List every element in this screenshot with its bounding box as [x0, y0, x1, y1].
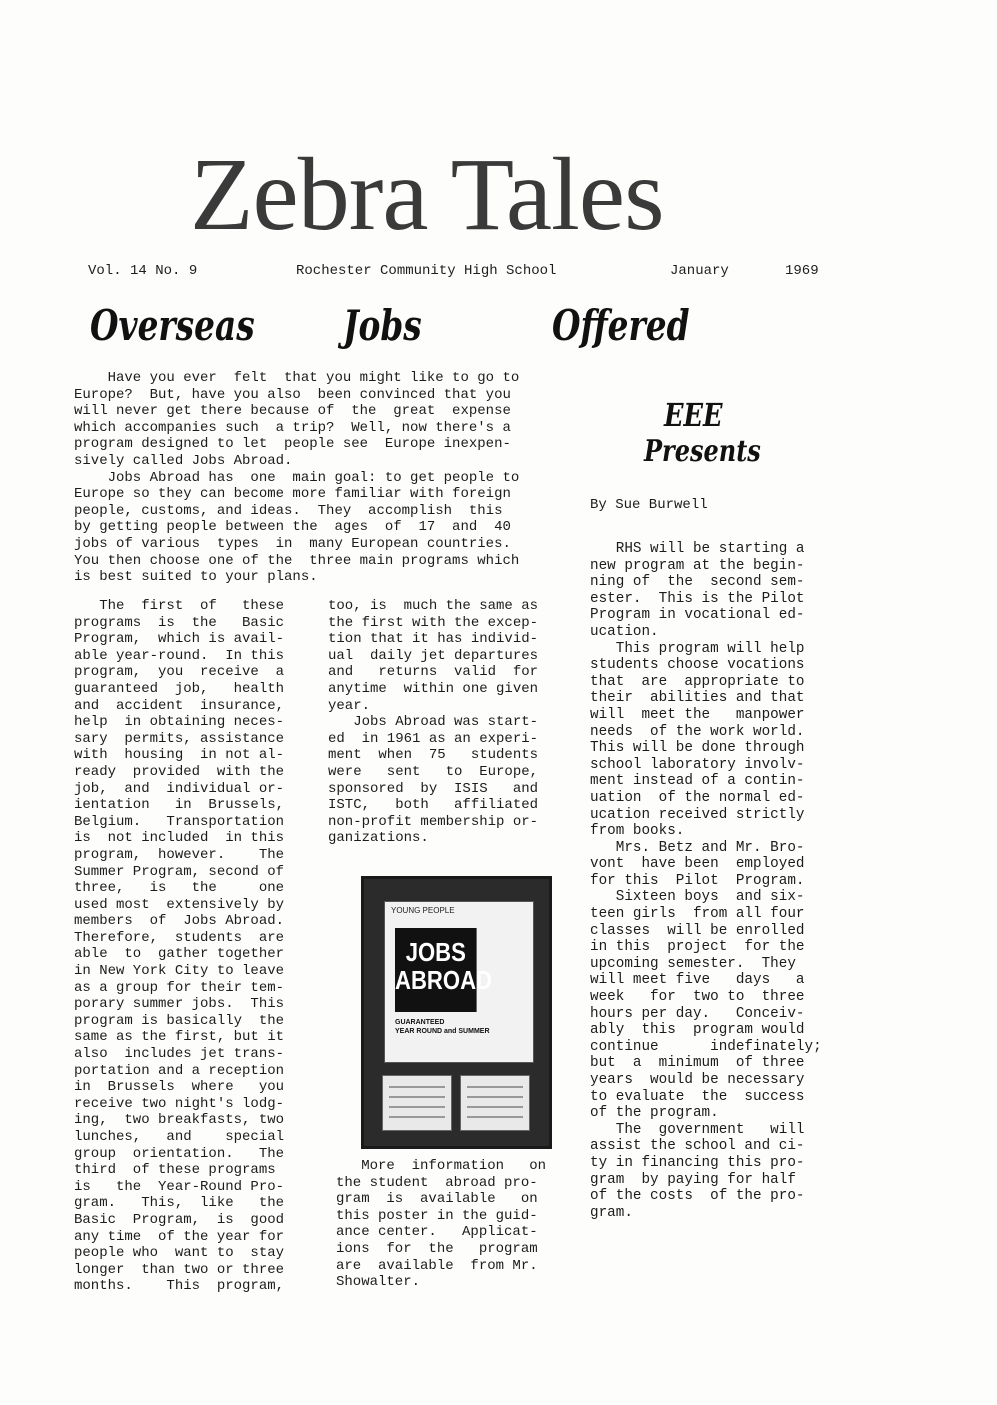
eee-line: gram by paying for half [590, 1171, 796, 1188]
eee-line: for this Pilot Program. [590, 872, 805, 889]
intro-line: program designed to let people see Europe inexpen- [74, 436, 511, 453]
article-column-2 [328, 598, 578, 847]
caption-line: Showalter. [336, 1274, 421, 1291]
col1-line: sary permits, assistance [74, 730, 285, 747]
col2-line: non-profit membership or- [328, 813, 539, 830]
col1-line: three, is the one [74, 880, 285, 897]
caption-line: More information on [336, 1158, 547, 1174]
col2-line: and returns valid for [328, 664, 539, 681]
col1-line: Summer Program, second of [74, 863, 285, 880]
col2-line: ISTC, both affiliated [328, 797, 539, 814]
poster-card-right [460, 1075, 530, 1131]
article-column-1 [74, 598, 324, 1295]
issue-month: January [670, 263, 729, 279]
col1-line: third of these programs [74, 1162, 276, 1179]
poster-subtitle [395, 1018, 525, 1036]
eee-line: will meet the manpower [590, 706, 805, 723]
caption-line: gram is available on [336, 1191, 538, 1208]
eee-line: ably this program would [590, 1022, 805, 1039]
col1-line: months. This program, [74, 1278, 285, 1295]
poster-photo [361, 876, 552, 1149]
col1-line: The first of these [74, 598, 285, 614]
poster-title-line-1: JOBS [405, 937, 466, 967]
headline-word-1: Overseas [90, 301, 255, 350]
eee-line: classes will be enrolled [590, 922, 805, 939]
col1-line: program, however. The [74, 846, 285, 863]
col2-line: the first with the excep- [328, 614, 539, 631]
eee-line: ucation received strictly [590, 806, 805, 823]
col2-line: Jobs Abroad was start- [328, 714, 539, 731]
col1-line: same as the first, but it [74, 1029, 285, 1046]
col1-line: with housing in not al- [74, 747, 285, 764]
caption-line: this poster in the guid- [336, 1207, 538, 1224]
intro-line: sively called Jobs Abroad. [74, 452, 293, 469]
volume-number: Vol. 14 No. 9 [88, 263, 198, 279]
byline: By Sue Burwell [590, 497, 708, 513]
col1-line: Therefore, students are [74, 929, 285, 946]
col1-line: receive two night's lodg- [74, 1095, 285, 1112]
eee-line: new program at the begin- [590, 557, 805, 574]
eee-line: will meet five days a [590, 972, 805, 989]
col1-line: people who want to stay [74, 1245, 285, 1262]
eee-line: ning of the second sem- [590, 574, 805, 591]
intro-line: Europe so they can become more familiar with foreign [74, 486, 511, 503]
poster-top-text: YOUNG PEOPLE [391, 906, 455, 915]
col2-line: sponsored by ISIS and [328, 780, 539, 797]
col1-line: is not included in this [74, 830, 285, 847]
intro-line: will never get there because of the great expense [74, 403, 511, 420]
intro-line: Have you ever felt that you might like to go to [74, 370, 520, 386]
col1-line: program is basically the [74, 1012, 285, 1029]
col1-line: help in obtaining neces- [74, 714, 285, 731]
jobs-abroad-poster [384, 901, 534, 1063]
article-intro [74, 370, 584, 586]
eee-line: ester. This is the Pilot [590, 590, 805, 607]
eee-line: week for two to three [590, 989, 805, 1006]
caption-line: are available from Mr. [336, 1257, 538, 1274]
intro-line: which accompanies such a trip? Well, now there's a [74, 419, 511, 436]
intro-line: Europe? But, have you also been convinced that you [74, 386, 511, 403]
eee-line: ucation. [590, 623, 659, 640]
col1-line: in New York City to leave [74, 963, 285, 980]
intro-line: people, customs, and ideas. They accomplish this [74, 502, 503, 519]
col1-line: ready provided with the [74, 763, 285, 780]
school-name: Rochester Community High School [296, 263, 557, 279]
eee-line: ment instead of a contin- [590, 773, 805, 790]
poster-title-line-2: ABROAD [395, 965, 492, 995]
intro-line: Jobs Abroad has one main goal: to get people to [74, 469, 520, 486]
eee-line: of the costs of the pro- [590, 1188, 805, 1205]
eee-line: ty in financing this pro- [590, 1154, 805, 1171]
poster-card-left [382, 1075, 452, 1131]
eee-line: Mrs. Betz and Mr. Bro- [590, 839, 805, 856]
col1-line: group orientation. The [74, 1145, 285, 1162]
eee-line: their abilities and that [590, 690, 805, 707]
col1-line: gram. This, like the [74, 1195, 285, 1212]
col1-line: able year-round. In this [74, 647, 285, 664]
col1-line: and accident insurance, [74, 697, 285, 714]
eee-line: RHS will be starting a [590, 541, 805, 557]
col1-line: able to gather together [74, 946, 285, 963]
col1-line: programs is the Basic [74, 614, 285, 631]
col2-line: ment when 75 students [328, 747, 539, 764]
intro-line: is best suited to your plans. [74, 569, 318, 586]
caption-line: ions for the program [336, 1240, 538, 1257]
col2-line: ganizations. [328, 830, 429, 847]
poster-sub-1: GUARANTEED [395, 1019, 445, 1026]
col1-line: guaranteed job, health [74, 680, 285, 697]
col1-line: Program, which is avail- [74, 631, 285, 648]
eee-line: Sixteen boys and six- [590, 889, 805, 906]
col1-line: ing, two breakfasts, two [74, 1112, 285, 1129]
poster-sub-2: YEAR ROUND and SUMMER [395, 1028, 490, 1035]
col1-line: lunches, and special [74, 1129, 285, 1145]
intro-line: by getting people between the ages of 17 and 40 [74, 519, 511, 536]
col2-line: ual daily jet departures [328, 647, 539, 664]
eee-line: continue indefinately; [590, 1038, 822, 1055]
col2-line: anytime within one given [328, 680, 539, 697]
col1-line: in Brussels where you [74, 1079, 285, 1096]
col1-line: is the Year-Round Pro- [74, 1178, 285, 1195]
col2-line: ed in 1961 as an experi- [328, 730, 539, 747]
col2-line: were sent to Europe, [328, 763, 539, 780]
eee-line: but a minimum of three [590, 1055, 805, 1072]
eee-line: This will be done through [590, 740, 805, 757]
col1-line: ientation in Brussels, [74, 797, 285, 814]
poster-title [395, 928, 492, 1012]
eee-line: needs of the work world. [590, 723, 805, 740]
eee-line: Program in vocational ed- [590, 607, 805, 624]
eee-line: vont have been employed [590, 856, 805, 873]
caption-line: the student abroad pro- [336, 1174, 538, 1191]
eee-line: The government will [590, 1121, 805, 1138]
eee-line: of the program. [590, 1105, 719, 1122]
col1-line: as a group for their tem- [74, 979, 285, 996]
eee-headline-line-1: EEE [664, 396, 723, 434]
col2-line: tion that it has individ- [328, 631, 539, 648]
col1-line: Basic Program, is good [74, 1211, 285, 1228]
issue-year: 1969 [785, 263, 819, 279]
col1-line: program, you receive a [74, 664, 285, 681]
col1-line: porary summer jobs. This [74, 996, 285, 1013]
eee-line: assist the school and ci- [590, 1138, 805, 1155]
eee-line: students choose vocations [590, 657, 805, 674]
eee-article-body [590, 540, 840, 1220]
eee-line: This program will help [590, 640, 805, 657]
col1-line: any time of the year for [74, 1228, 285, 1245]
eee-line: to evaluate the success [590, 1088, 805, 1105]
eee-line: school laboratory involv- [590, 756, 805, 773]
intro-line: You then choose one of the three main programs which [74, 552, 520, 569]
photo-caption [336, 1158, 576, 1291]
col1-line: portation and a reception [74, 1062, 285, 1079]
eee-line: hours per day. Conceiv- [590, 1005, 805, 1022]
caption-line: ance center. Applicat- [336, 1224, 538, 1241]
eee-line: that are appropriate to [590, 673, 805, 690]
eee-line: years would be necessary [590, 1072, 805, 1088]
eee-line: in this project for the [590, 939, 805, 956]
col1-line: also includes jet trans- [74, 1046, 285, 1063]
masthead-title: Zebra Tales [190, 137, 664, 252]
col2-line: year. [328, 697, 371, 714]
headline-word-3: Offered [552, 301, 690, 350]
headline-word-2: Jobs [343, 301, 422, 350]
col1-line: Belgium. Transportation [74, 813, 285, 830]
eee-line: uation of the normal ed- [590, 789, 805, 806]
col1-line: job, and individual or- [74, 780, 285, 797]
col1-line: members of Jobs Abroad. [74, 913, 285, 930]
eee-line: from books. [590, 823, 685, 840]
eee-line: teen girls from all four [590, 906, 805, 923]
intro-line: jobs of various types in many European countries. [74, 535, 511, 552]
eee-headline-line-2: Presents [644, 434, 761, 469]
eee-line: gram. [590, 1204, 633, 1221]
col2-line: too, is much the same as [328, 598, 539, 614]
eee-line: upcoming semester. They [590, 955, 796, 972]
col1-line: used most extensively by [74, 896, 285, 913]
col1-line: longer than two or three [74, 1261, 285, 1278]
